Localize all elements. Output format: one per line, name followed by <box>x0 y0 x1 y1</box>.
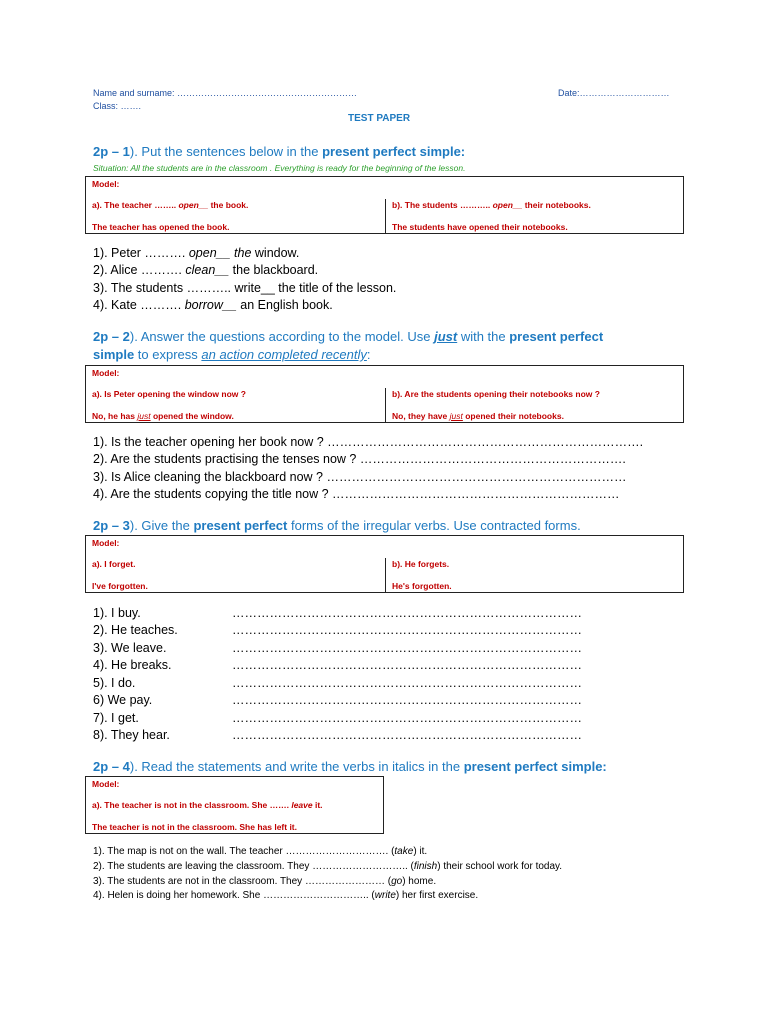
model-a-question <box>92 800 323 810</box>
page-title: TEST PAPER <box>348 113 411 124</box>
exercise-2-instruction-2: with the <box>457 329 510 344</box>
item-text: 2). Alice ………. <box>93 263 186 277</box>
model-a-answer: The teacher is not in the classroom. She has left it. <box>92 822 297 832</box>
model-a-answer: The teacher has opened the book. <box>92 222 230 232</box>
item-verb: borrow__ <box>184 298 237 312</box>
model-a-answer <box>92 411 234 421</box>
exercise-1-instruction-bold: present perfect simple: <box>322 144 466 159</box>
exercise-3-answer-line: ………………………………………………………………………… <box>232 606 582 620</box>
model-b-q-verb: open__ <box>492 200 523 210</box>
exercise-2-points: 2p – 2 <box>93 329 130 344</box>
exercise-2-item: 2). Are the students practising the tenses now ? ………………………………………………………. <box>93 452 626 466</box>
exercise-3-answer-line: ………………………………………………………………………… <box>232 693 582 707</box>
item-rest: ) their school work for today. <box>437 861 563 872</box>
model-a-question <box>92 200 248 210</box>
model-a-q-verb: open__ <box>178 200 209 210</box>
model-b-answer <box>392 411 564 421</box>
exercise-2-model-box <box>85 365 684 423</box>
exercise-3-instruction-2: forms of the irregular verbs. Use contracted forms. <box>287 518 581 533</box>
action-completed-recently: an action completed recently <box>201 347 367 362</box>
answer-text: No, he has <box>92 411 138 421</box>
model-label: Model: <box>92 538 120 548</box>
exercise-3-verb: 2). He teaches. <box>93 623 178 637</box>
just-keyword: just <box>434 329 458 344</box>
model-b-q-text: b). The students ……….. <box>392 200 493 210</box>
colon: : <box>366 347 371 362</box>
exercise-3-answer-line: ………………………………………………………………………… <box>232 623 582 637</box>
exercise-3-verb: 4). He breaks. <box>93 658 172 672</box>
item-verb: write <box>374 890 396 901</box>
model-divider <box>385 388 386 422</box>
present-perfect-bold: present perfect simple: <box>463 759 607 774</box>
item-text: 3). The students ……….. <box>93 281 235 295</box>
model-a-q-text: a). The teacher is not in the classroom. She ……. <box>92 800 292 810</box>
model-label: Model: <box>92 368 120 378</box>
model-a-q-verb: leave <box>291 800 313 810</box>
exercise-2-item: 3). Is Alice cleaning the blackboard now ? ……………………………………………………………… <box>93 470 627 484</box>
item-text: 1). Peter ………. <box>93 246 189 260</box>
exercise-3-answer-line: ………………………………………………………………………… <box>232 658 582 672</box>
model-label: Model: <box>92 179 120 189</box>
item-rest: ) home. <box>402 876 437 887</box>
item-rest: ) her first exercise. <box>395 890 479 901</box>
answer-rest: opened the window. <box>150 411 234 421</box>
model-divider <box>385 558 386 592</box>
model-b-question: b). Are the students opening their notebooks now ? <box>392 389 600 399</box>
model-label: Model: <box>92 779 120 789</box>
item-rest: write__ the title of the lesson. <box>234 281 397 295</box>
item-verb: take <box>394 846 414 857</box>
exercise-4-item <box>93 846 427 857</box>
exercise-3-verb: 7). I get. <box>93 711 139 725</box>
answer-text: No, they have <box>392 411 450 421</box>
model-b-answer: The students have opened their notebooks. <box>392 222 568 232</box>
exercise-4-item <box>93 890 478 901</box>
name-surname-field: Name and surname: …………………………………………………… <box>93 88 358 98</box>
exercise-4-points: 2p – 4 <box>93 759 130 774</box>
exercise-1-model-box <box>85 176 684 234</box>
class-field: Class: ……. <box>93 101 142 111</box>
exercise-3-points: 2p – 3 <box>93 518 130 533</box>
item-verb: open__ the <box>188 246 252 260</box>
exercise-2-item: 4). Are the students copying the title now ? …………………………………………………………… <box>93 487 620 501</box>
item-verb: clean__ <box>185 263 230 277</box>
item-verb: finish <box>413 861 438 872</box>
exercise-3-answer-line: ………………………………………………………………………… <box>232 676 582 690</box>
model-b-answer: He's forgotten. <box>392 581 452 591</box>
just-word: just <box>137 411 151 421</box>
exercise-3-verb: 5). I do. <box>93 676 136 690</box>
exercise-1-points: 2p – 1 <box>93 144 130 159</box>
exercise-2-heading-line-2 <box>93 347 371 362</box>
model-a-answer: I've forgotten. <box>92 581 148 591</box>
exercise-1-heading <box>93 144 465 159</box>
item-text: 2). The students are leaving the classroom. They ……………………….. ( <box>93 861 414 872</box>
model-a-q-rest: it. <box>312 800 323 810</box>
model-b-question <box>392 200 591 210</box>
model-divider <box>385 199 386 233</box>
answer-rest: opened their notebooks. <box>462 411 564 421</box>
item-rest: the blackboard. <box>229 263 319 277</box>
item-text: 4). Kate ………. <box>93 298 185 312</box>
exercise-3-instruction: ). Give the <box>129 518 194 533</box>
model-a-question: a). I forget. <box>92 559 136 569</box>
model-b-question: b). He forgets. <box>392 559 450 569</box>
item-text: 4). Helen is doing her homework. She ………………………….. ( <box>93 890 375 901</box>
exercise-4-instruction: ). Read the statements and write the verbs in italics in the <box>129 759 464 774</box>
model-a-q-text: a). The teacher …….. <box>92 200 179 210</box>
exercise-1-item <box>93 281 396 295</box>
exercise-2-item: 1). Is the teacher opening her book now ? …………………………………………………………………. <box>93 435 644 449</box>
item-rest: an English book. <box>236 298 333 312</box>
model-a-question: a). Is Peter opening the window now ? <box>92 389 246 399</box>
item-text: 1). The map is not on the wall. The teacher …………………………. ( <box>93 846 395 857</box>
item-rest: window. <box>251 246 300 260</box>
exercise-2-instruction-3: to express <box>134 347 202 362</box>
simple-bold: simple <box>93 347 135 362</box>
exercise-3-answer-line: ………………………………………………………………………… <box>232 641 582 655</box>
exercise-3-verb: 1). I buy. <box>93 606 141 620</box>
exercise-1-item <box>93 263 318 277</box>
exercise-2-instruction: ). Answer the questions according to the model. Use <box>129 329 435 344</box>
exercise-4-model-box <box>85 776 384 834</box>
exercise-2-heading-line-1 <box>93 329 603 344</box>
exercise-3-model-box <box>85 535 684 593</box>
date-field: Date:………………………… <box>558 88 670 98</box>
exercise-1-item <box>93 298 333 312</box>
item-verb: go <box>391 876 403 887</box>
model-a-q-rest: the book. <box>208 200 249 210</box>
exercise-3-answer-line: ………………………………………………………………………… <box>232 711 582 725</box>
exercise-4-item <box>93 876 436 887</box>
present-perfect-bold: present perfect <box>193 518 288 533</box>
present-perfect-bold: present perfect <box>509 329 604 344</box>
item-rest: ) it. <box>413 846 428 857</box>
just-word: just <box>449 411 463 421</box>
exercise-4-item <box>93 861 562 872</box>
exercise-1-item <box>93 246 299 260</box>
model-b-q-rest: their notebooks. <box>522 200 591 210</box>
exercise-3-answer-line: ………………………………………………………………………… <box>232 728 582 742</box>
exercise-1-situation: Situation: All the students are in the classroom . Everything is ready for the beginning of the lesson. <box>93 163 466 173</box>
exercise-3-verb: 8). They hear. <box>93 728 170 742</box>
exercise-3-verb: 6) We pay. <box>93 693 153 707</box>
exercise-1-instruction: ). Put the sentences below in the <box>129 144 323 159</box>
exercise-3-verb: 3). We leave. <box>93 641 167 655</box>
exercise-4-heading <box>93 759 607 774</box>
exercise-3-heading <box>93 518 581 533</box>
item-text: 3). The students are not in the classroom. They …………………… ( <box>93 876 392 887</box>
